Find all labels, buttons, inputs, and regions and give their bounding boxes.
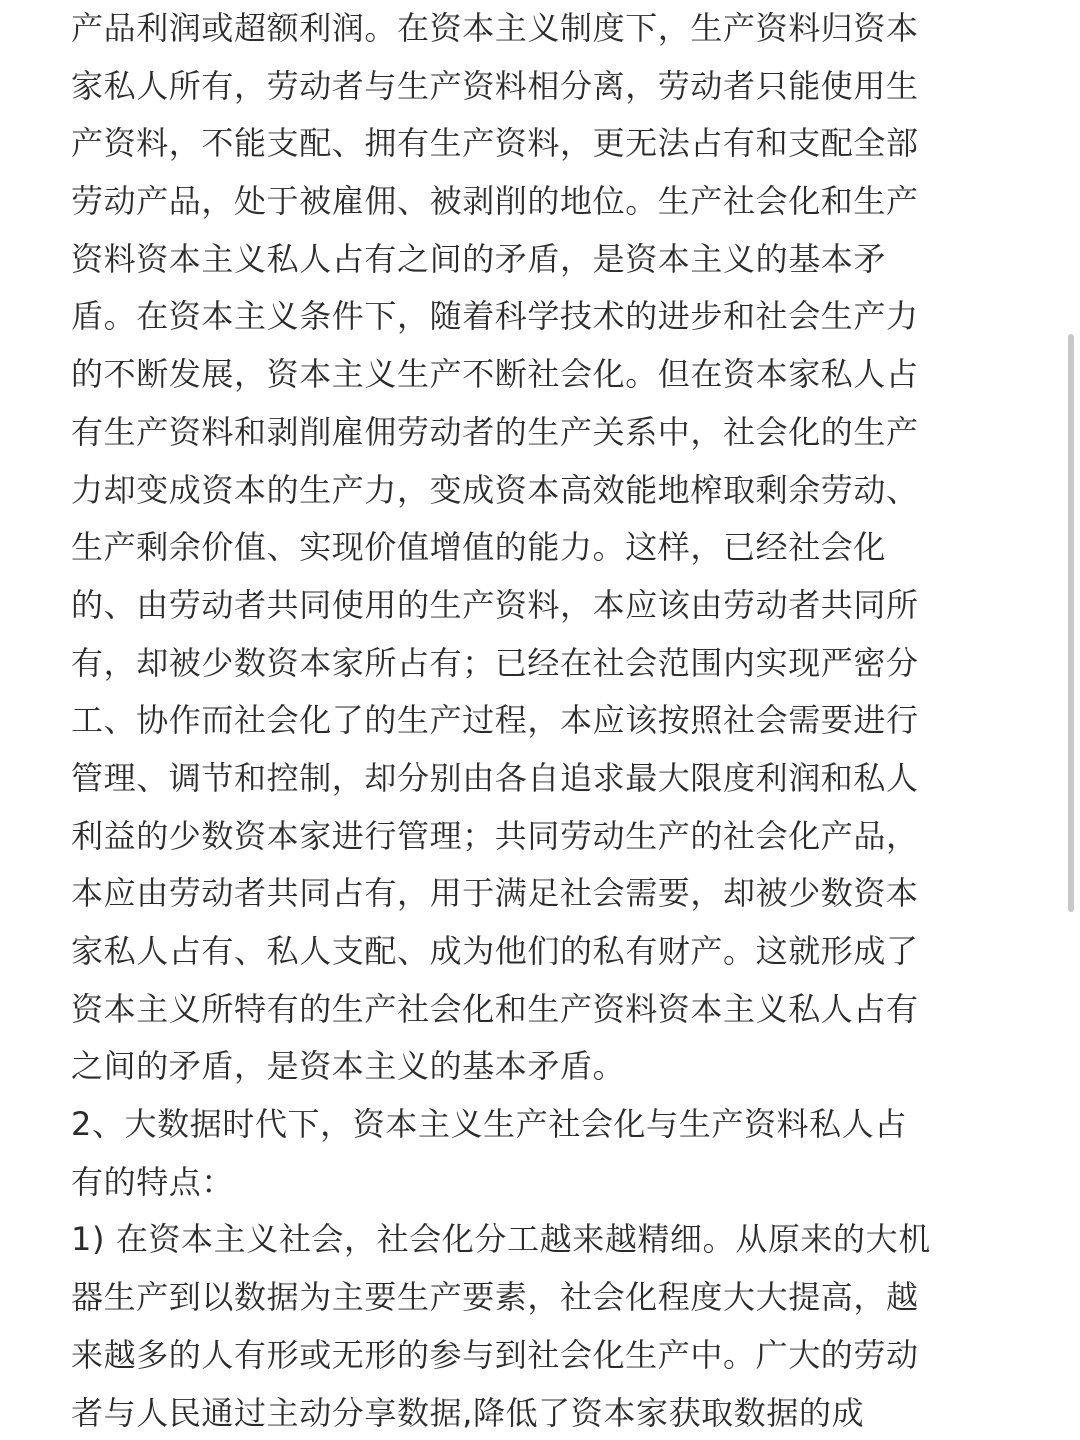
section-heading-line: 2、大数据时代下，资本主义生产社会化与生产资料私人占 xyxy=(71,1105,907,1144)
text-line: 有生产资料和剥削雇佣劳动者的生产关系中，社会化的生产 xyxy=(71,412,919,451)
text-line: 的、由劳动者共同使用的生产资料，本应该由劳动者共同所 xyxy=(71,585,919,624)
list-item-line: 器生产到以数据为主要生产要素，社会化程度大大提高，越 xyxy=(71,1278,919,1317)
text-line: 本应由劳动者共同占有，用于满足社会需要，却被少数资本 xyxy=(71,874,919,913)
text-line: 工、协作而社会化了的生产过程，本应该按照社会需要进行 xyxy=(71,701,919,740)
text-line: 之间的矛盾，是资本主义的基本矛盾。 xyxy=(71,1047,626,1086)
list-item-line: 来越多的人有形或无形的参与到社会化生产中。广大的劳动 xyxy=(71,1335,919,1374)
text-line: 利益的少数资本家进行管理；共同劳动生产的社会化产品， xyxy=(71,816,919,855)
text-line: 力却变成资本的生产力，变成资本高效能地榨取剩余劳动、 xyxy=(71,470,919,509)
scrollbar-thumb[interactable] xyxy=(1068,334,1074,912)
text-line: 资料资本主义私人占有之间的矛盾，是资本主义的基本矛 xyxy=(71,239,887,278)
text-line: 家私人所有，劳动者与生产资料相分离，劳动者只能使用生 xyxy=(71,66,919,105)
text-line: 盾。在资本主义条件下，随着科学技术的进步和社会生产力 xyxy=(71,297,919,336)
text-line: 管理、调节和控制，却分别由各自追求最大限度利润和私人 xyxy=(71,758,919,797)
text-line: 生产剩余价值、实现价值增值的能力。这样，已经社会化 xyxy=(71,528,887,567)
list-item-line: 者与人民通过主动分享数据,降低了资本家获取数据的成 xyxy=(71,1393,865,1432)
text-line: 产资料，不能支配、拥有生产资料，更无法占有和支配全部 xyxy=(71,124,919,163)
text-line: 劳动产品，处于被雇佣、被剥削的地位。生产社会化和生产 xyxy=(71,182,919,221)
article-body xyxy=(71,0,1015,1440)
text-line: 有，却被少数资本家所占有；已经在社会范围内实现严密分 xyxy=(71,643,919,682)
text-line: 的不断发展，资本主义生产不断社会化。但在资本家私人占 xyxy=(71,355,919,394)
vertical-scrollbar[interactable] xyxy=(1066,0,1076,1440)
list-item-line: 1) 在资本主义社会，社会化分工越来越精细。从原来的大机 xyxy=(71,1220,931,1259)
section-heading-line: 有的特点： xyxy=(71,1162,235,1201)
text-line: 资本主义所特有的生产社会化和生产资料资本主义私人占有 xyxy=(71,989,919,1028)
text-line: 家私人占有、私人支配、成为他们的私有财产。这就形成了 xyxy=(71,932,919,970)
text-line: 产品利润或超额利润。在资本主义制度下，生产资料归资本 xyxy=(71,9,919,47)
